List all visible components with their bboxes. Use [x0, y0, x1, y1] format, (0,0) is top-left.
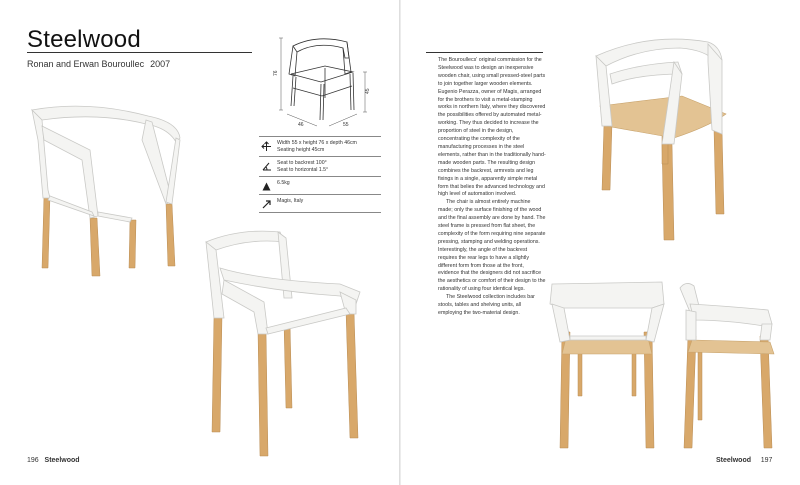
- spec-seat-height: Seating height 45cm: [277, 147, 325, 153]
- spec-row-dimensions: [259, 136, 381, 156]
- chair-line-drawing: [265, 28, 383, 136]
- spec-row-angles: [259, 156, 381, 176]
- spec-manufacturer: Magis, Italy: [277, 198, 304, 204]
- manufacturer-icon: [261, 199, 272, 210]
- wood-seat: [600, 96, 726, 138]
- spec-row-manufacturer: [259, 194, 381, 213]
- right-header-rule: [426, 52, 543, 53]
- side-seat: [688, 340, 774, 354]
- drawing-depth-label: 46: [298, 122, 304, 128]
- body-paragraph: The Steelwood collection includes bar stools, tables and shelving units, all employing the two-material design.: [438, 294, 535, 316]
- right-page-number: 197: [760, 457, 773, 464]
- drawing-width-label: 55: [343, 122, 349, 128]
- body-paragraph: The Bouroullecs' original commission for the Steelwood was to design an inexpensive wooden chair, using small pressed-steel parts to join together larger wooden elements. Eugenio Perazza, owner of Magis, arranged for the brothers to visit a metal-stamping works in northern Italy, where they discovered the possibilities offered by automated metal-working. They thus decided to increase the proportion of steel in the design, concentrating the complexity of the manufacturing processes in the steel elements, rather than in the traditionally hand-made wooden parts. The resulting design combines the backrest, armrests and leg fixings in a single, apparently simple metal form that belies the advanced technology and high level of automation involved.: [438, 57, 546, 198]
- left-running-title: Steelwood: [44, 457, 80, 464]
- angle-icon: [261, 161, 272, 172]
- spec-row-weight: [259, 176, 381, 194]
- spec-weight: 6.5kg: [277, 180, 290, 186]
- dimensions-icon: [261, 141, 272, 152]
- right-folio: [716, 457, 772, 464]
- left-page-number: 196: [27, 457, 39, 464]
- weight-icon: [261, 181, 272, 192]
- chair-photo-side: [676, 280, 778, 452]
- right-running-title: Steelwood: [716, 457, 752, 464]
- body-paragraph: The chair is almost entirely machine made; only the surface finishing of the wood and the final assembly are done by hand. The steel frame is pressed from flat sheet, the complexity of the form requiring nine separate pressing, stamping and welding operations. Interestingly, the angle of the backrest requires the rear legs to have a slightly different form from those at the front, evidence that the designers did not sacrifice the aesthetics or comfort of their design to the rationality of using four identical legs.: [438, 199, 546, 293]
- page-gutter: [399, 0, 401, 485]
- designer-byline: [27, 59, 170, 69]
- drawing-height-label: 76: [273, 70, 279, 76]
- chair-photo-wood-seat: [590, 34, 740, 244]
- spec-panel: [259, 28, 381, 213]
- chair-photo-three-quarter: [28, 100, 188, 278]
- chair-photo-side-angle: [200, 228, 370, 458]
- spec-seat-angle: Seat to horizontal 1.5°: [277, 167, 329, 173]
- designers: Ronan and Erwan Bouroullec: [27, 59, 145, 69]
- spec-backrest-angle: Seat to backrest 100°: [277, 160, 327, 166]
- spec-dimensions: Width 55 x height 76 x depth 46cm: [277, 140, 357, 146]
- design-year: 2007: [150, 59, 171, 69]
- drawing-seat-label: 45: [365, 88, 371, 94]
- body-text: [438, 57, 546, 318]
- page-title: Steelwood: [27, 26, 141, 53]
- chair-photo-front: [548, 278, 666, 453]
- left-folio: [27, 457, 80, 464]
